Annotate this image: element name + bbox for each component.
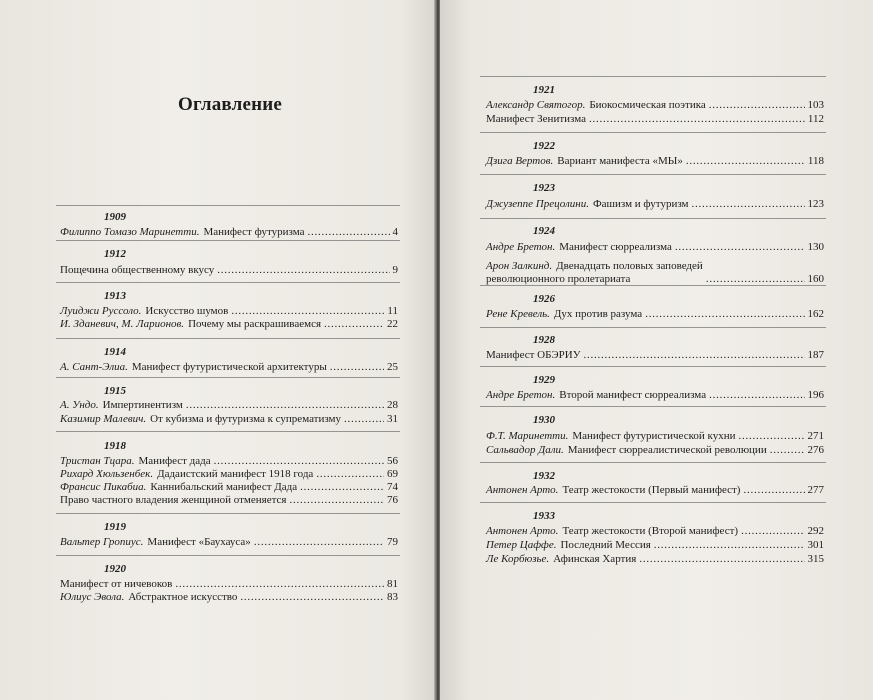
toc-entry-page-number: 118 bbox=[807, 155, 824, 167]
toc-entry-author: Джузеппе Прецолини. bbox=[486, 198, 589, 210]
toc-entry-title: Афинская Хартия bbox=[553, 553, 637, 565]
toc-entry-title: Последний Мессия bbox=[560, 539, 651, 551]
toc-entry-text bbox=[60, 305, 228, 318]
toc-entry[interactable] bbox=[486, 484, 824, 497]
dot-leader bbox=[692, 198, 805, 211]
toc-entry-title: Манифест от ничевоков bbox=[60, 578, 173, 590]
year-heading-1926: 1926 bbox=[533, 293, 555, 305]
dot-leader bbox=[686, 155, 805, 168]
toc-entry-page-number: 56 bbox=[387, 455, 398, 467]
dot-leader bbox=[639, 553, 804, 566]
dot-leader bbox=[709, 99, 805, 112]
toc-entry-title: От кубизма и футуризма к супрематизму bbox=[150, 413, 342, 425]
year-heading-1909: 1909 bbox=[104, 211, 126, 223]
toc-entry[interactable] bbox=[60, 591, 398, 604]
toc-entry-title: Пощечина общественному вкусу bbox=[60, 264, 215, 276]
toc-entry-text bbox=[486, 241, 672, 254]
toc-entry-author: А. Ундо. bbox=[60, 399, 99, 411]
toc-entry-text bbox=[486, 260, 703, 286]
toc-entry-text bbox=[486, 553, 636, 566]
toc-entry-author: И. Зданевич, М. Ларионов. bbox=[60, 318, 185, 330]
dot-leader bbox=[675, 241, 805, 254]
toc-entry-text bbox=[486, 349, 581, 362]
year-heading-1915: 1915 bbox=[104, 385, 126, 397]
toc-entry-page-number: 83 bbox=[387, 591, 398, 603]
toc-entry-page-number: 160 bbox=[807, 273, 824, 285]
toc-entry[interactable] bbox=[486, 113, 824, 126]
toc-entry[interactable] bbox=[60, 494, 398, 507]
toc-entry-text bbox=[60, 361, 327, 374]
toc-entry[interactable] bbox=[60, 536, 398, 549]
toc-entry-title: Манифест футуристической архитектуры bbox=[131, 361, 327, 373]
toc-entry-author: Арон Залкинд. bbox=[486, 260, 553, 272]
toc-entry-author: Сальвадор Дали. bbox=[486, 444, 564, 456]
section-divider bbox=[480, 76, 826, 77]
toc-entry-text bbox=[60, 468, 313, 481]
toc-entry-title: Право частного владения женщиной отменяется bbox=[60, 494, 287, 506]
toc-entry-title: Дадаистский манифест 1918 года bbox=[157, 468, 314, 480]
year-heading-1922: 1922 bbox=[533, 140, 555, 152]
toc-entry[interactable] bbox=[486, 525, 824, 538]
toc-entry-text bbox=[486, 430, 735, 443]
toc-entry[interactable] bbox=[486, 260, 824, 286]
toc-entry-title: Театр жестокости (Первый манифест) bbox=[562, 484, 741, 496]
toc-entry-page-number: 301 bbox=[807, 539, 824, 551]
year-heading-1930: 1930 bbox=[533, 414, 555, 426]
toc-entry-author: Рене Кревель. bbox=[486, 308, 550, 320]
toc-entry-title: Манифест Зенитизма bbox=[486, 113, 586, 125]
toc-entry-text bbox=[486, 308, 642, 321]
toc-entry-text bbox=[60, 591, 237, 604]
toc-entry-text bbox=[486, 155, 683, 168]
section-divider bbox=[480, 132, 826, 133]
toc-entry-text bbox=[486, 198, 689, 211]
section-divider bbox=[480, 285, 826, 286]
toc-entry-page-number: 25 bbox=[387, 361, 398, 373]
toc-entry-page-number: 103 bbox=[807, 99, 824, 111]
toc-entry-title-continued: революционного пролетариата bbox=[486, 273, 631, 285]
dot-leader bbox=[186, 399, 384, 412]
dot-leader bbox=[307, 226, 389, 239]
toc-entry-title: Импертинентизм bbox=[102, 399, 183, 411]
toc-entry-text bbox=[486, 484, 740, 497]
section-divider bbox=[480, 366, 826, 367]
toc-entry-title: Почему мы раскрашиваемся bbox=[188, 318, 322, 330]
toc-entry-author: Вальтер Гропиус. bbox=[60, 536, 144, 548]
year-heading-1918: 1918 bbox=[104, 440, 126, 452]
toc-entry[interactable] bbox=[60, 361, 398, 374]
toc-entry-page-number: 11 bbox=[387, 305, 398, 317]
toc-entry-text bbox=[60, 264, 214, 277]
toc-entry-page-number: 4 bbox=[392, 226, 398, 238]
toc-entry-title: Второй манифест сюрреализма bbox=[559, 389, 707, 401]
section-divider bbox=[480, 462, 826, 463]
section-divider bbox=[56, 431, 400, 432]
toc-entry[interactable] bbox=[486, 198, 824, 211]
toc-entry-author: Франсис Пикабиа. bbox=[60, 481, 147, 493]
toc-entry[interactable] bbox=[486, 349, 824, 362]
toc-entry-title: Манифест сюрреализма bbox=[559, 241, 672, 253]
section-divider bbox=[480, 502, 826, 503]
dot-leader bbox=[770, 444, 805, 457]
dot-leader bbox=[240, 591, 384, 604]
toc-entry-author: Петер Цаффе. bbox=[486, 539, 557, 551]
dot-leader bbox=[330, 361, 384, 374]
toc-entry-author: Антонен Арто. bbox=[486, 484, 559, 496]
toc-entry-author: Дзига Вертов. bbox=[486, 155, 554, 167]
dot-leader bbox=[289, 494, 384, 507]
toc-entry-page-number: 22 bbox=[387, 318, 398, 330]
toc-entry[interactable] bbox=[486, 308, 824, 321]
toc-entry-text bbox=[60, 399, 183, 412]
dot-leader bbox=[254, 536, 384, 549]
toc-entry-title: Биокосмическая поэтика bbox=[589, 99, 706, 111]
section-divider bbox=[480, 174, 826, 175]
left-page bbox=[0, 0, 436, 700]
toc-entry[interactable] bbox=[486, 241, 824, 254]
toc-entry-title: Манифест сюрреалистической революции bbox=[567, 444, 767, 456]
dot-leader bbox=[300, 481, 384, 494]
toc-entry-page-number: 196 bbox=[807, 389, 824, 401]
dot-leader bbox=[324, 318, 384, 331]
section-divider bbox=[56, 240, 400, 241]
toc-entry-text bbox=[486, 539, 651, 552]
toc-entry[interactable] bbox=[60, 468, 398, 481]
toc-entry-page-number: 76 bbox=[387, 494, 398, 506]
toc-entry[interactable] bbox=[60, 264, 398, 277]
year-heading-1919: 1919 bbox=[104, 521, 126, 533]
toc-entry-author: Антонен Арто. bbox=[486, 525, 559, 537]
year-heading-1921: 1921 bbox=[533, 84, 555, 96]
toc-entry-page-number: 187 bbox=[807, 349, 824, 361]
dot-leader bbox=[709, 389, 804, 402]
dot-leader bbox=[231, 305, 384, 318]
toc-entry-page-number: 271 bbox=[807, 430, 824, 442]
year-heading-1914: 1914 bbox=[104, 346, 126, 358]
toc-entry-page-number: 277 bbox=[807, 484, 824, 496]
dot-leader bbox=[743, 484, 804, 497]
toc-entry-author: Ле Корбюзье. bbox=[486, 553, 550, 565]
toc-entry-page-number: 81 bbox=[387, 578, 398, 590]
toc-entry-page-number: 74 bbox=[387, 481, 398, 493]
toc-entry[interactable] bbox=[60, 318, 398, 331]
toc-heading: Оглавление bbox=[178, 94, 283, 115]
toc-entry-text bbox=[60, 578, 172, 591]
toc-entry[interactable] bbox=[60, 455, 398, 468]
toc-entry-page-number: 292 bbox=[807, 525, 824, 537]
toc-entry-text bbox=[486, 444, 767, 457]
toc-entry[interactable] bbox=[486, 430, 824, 443]
toc-entry-title: Манифест футуризма bbox=[203, 226, 305, 238]
toc-entry[interactable] bbox=[60, 578, 398, 591]
toc-entry-text bbox=[60, 413, 341, 426]
toc-entry-page-number: 31 bbox=[387, 413, 398, 425]
toc-entry-title: Искусство шумов bbox=[145, 305, 229, 317]
toc-entry-title: Театр жестокости (Второй манифест) bbox=[562, 525, 739, 537]
toc-entry-text bbox=[60, 481, 297, 494]
right-page bbox=[440, 0, 873, 700]
toc-entry-page-number: 276 bbox=[807, 444, 824, 456]
dot-leader bbox=[589, 113, 805, 126]
toc-entry-page-number: 162 bbox=[807, 308, 824, 320]
dot-leader bbox=[738, 430, 804, 443]
section-divider bbox=[56, 377, 400, 378]
toc-entry-page-number: 315 bbox=[807, 553, 824, 565]
toc-entry-author: Рихард Хюльзенбек. bbox=[60, 468, 154, 480]
toc-entry-page-number: 130 bbox=[807, 241, 824, 253]
section-divider bbox=[480, 406, 826, 407]
year-heading-1923: 1923 bbox=[533, 182, 555, 194]
year-heading-1912: 1912 bbox=[104, 248, 126, 260]
year-heading-1929: 1929 bbox=[533, 374, 555, 386]
toc-entry[interactable] bbox=[486, 539, 824, 552]
year-heading-1933: 1933 bbox=[533, 510, 555, 522]
toc-entry-title: Манифест «Баухауса» bbox=[147, 536, 251, 548]
toc-entry-author: Филиппо Томазо Маринетти. bbox=[60, 226, 200, 238]
toc-entry-author: А. Сант-Элиа. bbox=[60, 361, 128, 373]
toc-entry-author: Ф.Т. Маринетти. bbox=[486, 430, 569, 442]
toc-entry-author: Луиджи Руссоло. bbox=[60, 305, 142, 317]
year-heading-1913: 1913 bbox=[104, 290, 126, 302]
section-divider bbox=[56, 205, 400, 206]
dot-leader bbox=[645, 308, 804, 321]
toc-entry-text bbox=[60, 455, 211, 468]
toc-entry[interactable] bbox=[60, 413, 398, 426]
section-divider bbox=[480, 218, 826, 219]
toc-entry[interactable] bbox=[60, 399, 398, 412]
year-heading-1928: 1928 bbox=[533, 334, 555, 346]
dot-leader bbox=[217, 264, 389, 277]
dot-leader bbox=[584, 349, 805, 362]
toc-entry-text bbox=[60, 318, 321, 331]
toc-entry-text bbox=[60, 536, 251, 549]
section-divider bbox=[480, 327, 826, 328]
year-heading-1924: 1924 bbox=[533, 225, 555, 237]
year-heading-1920: 1920 bbox=[104, 563, 126, 575]
dot-leader bbox=[316, 468, 384, 481]
toc-entry-text bbox=[486, 99, 706, 112]
toc-entry-title: Каннибальский манифест Дада bbox=[150, 481, 298, 493]
section-divider bbox=[56, 338, 400, 339]
toc-entry-page-number: 28 bbox=[387, 399, 398, 411]
toc-entry[interactable] bbox=[486, 444, 824, 457]
section-divider bbox=[56, 555, 400, 556]
toc-entry[interactable] bbox=[486, 155, 824, 168]
toc-entry-page-number: 79 bbox=[387, 536, 398, 548]
toc-entry-author: Казимир Малевич. bbox=[60, 413, 147, 425]
toc-entry[interactable] bbox=[486, 553, 824, 566]
toc-entry-text bbox=[60, 494, 286, 507]
toc-entry-author: Андре Бретон. bbox=[486, 389, 556, 401]
year-heading-1932: 1932 bbox=[533, 470, 555, 482]
toc-entry-title: Фашизм и футуризм bbox=[592, 198, 689, 210]
section-divider bbox=[56, 513, 400, 514]
toc-entry-page-number: 112 bbox=[807, 113, 824, 125]
toc-entry-title: Двенадцать половых заповедей bbox=[556, 260, 703, 272]
section-divider bbox=[56, 282, 400, 283]
toc-entry-title: Абстрактное искусство bbox=[128, 591, 238, 603]
toc-entry[interactable] bbox=[486, 389, 824, 402]
toc-entry-text bbox=[486, 525, 738, 538]
dot-leader bbox=[344, 413, 384, 426]
toc-entry-text bbox=[60, 226, 304, 239]
toc-entry-title: Манифест ОБЭРИУ bbox=[486, 349, 581, 361]
toc-entry[interactable] bbox=[60, 226, 398, 239]
toc-entry-author: Тристан Тцара. bbox=[60, 455, 135, 467]
toc-entry-title: Манифест дада bbox=[138, 455, 211, 467]
dot-leader bbox=[654, 539, 805, 552]
toc-entry-title: Вариант манифеста «МЫ» bbox=[557, 155, 683, 167]
toc-entry[interactable] bbox=[60, 305, 398, 318]
toc-entry-text bbox=[486, 113, 586, 126]
toc-entry-page-number: 9 bbox=[392, 264, 398, 276]
toc-entry[interactable] bbox=[60, 481, 398, 494]
toc-entry-title: Дух против разума bbox=[553, 308, 643, 320]
toc-entry-author: Андре Бретон. bbox=[486, 241, 556, 253]
toc-entry-author: Юлиус Эвола. bbox=[60, 591, 125, 603]
dot-leader bbox=[214, 455, 384, 468]
toc-entry-title: Манифест футуристической кухни bbox=[572, 430, 736, 442]
toc-entry-page-number: 69 bbox=[387, 468, 398, 480]
toc-entry[interactable] bbox=[486, 99, 824, 112]
dot-leader bbox=[175, 578, 384, 591]
toc-entry-text bbox=[486, 389, 706, 402]
dot-leader bbox=[741, 525, 804, 538]
toc-entry-author: Александр Святогор. bbox=[486, 99, 586, 111]
toc-entry-page-number: 123 bbox=[807, 198, 824, 210]
